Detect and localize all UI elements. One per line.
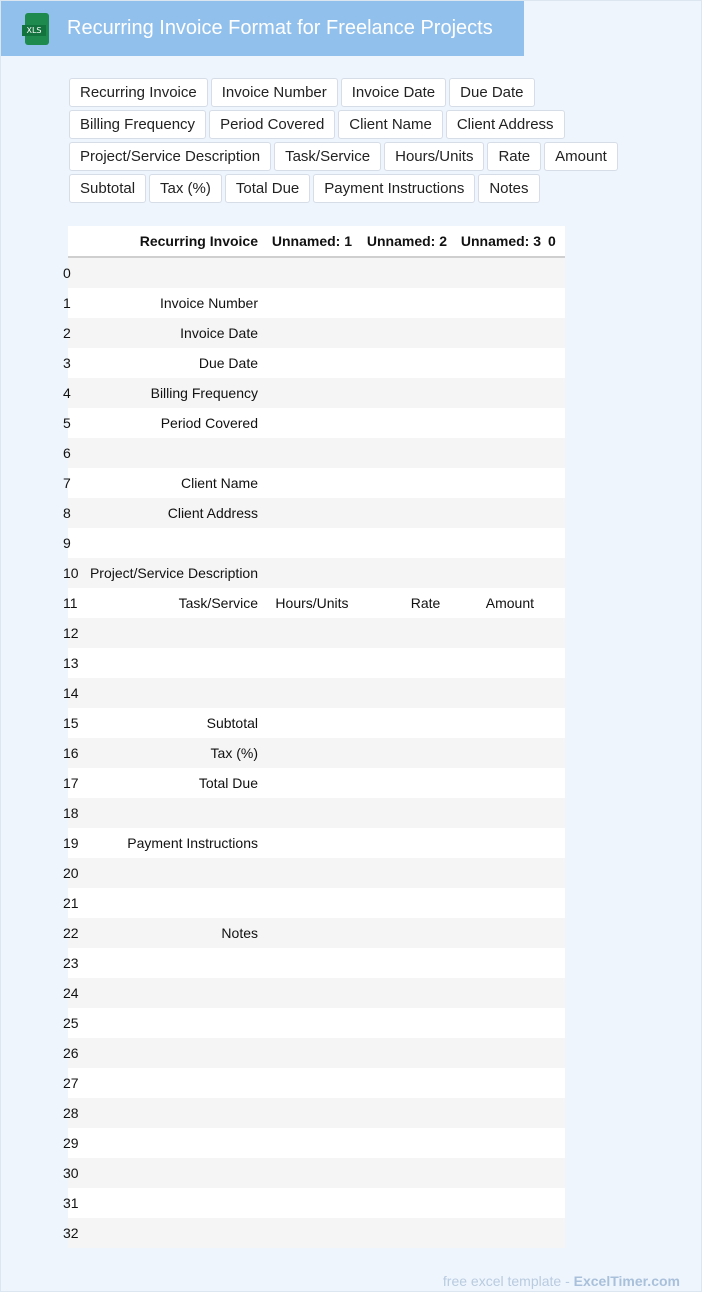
column-header: Unnamed: 2 [359,226,454,257]
table-cell [72,1038,265,1068]
column-chip[interactable]: Total Due [225,174,310,203]
table-cell [548,1218,565,1248]
table-cell [454,768,548,798]
table-cell [454,1158,548,1188]
column-header: Recurring Invoice [72,226,265,257]
column-header: 0 [548,226,565,257]
table-cell [359,1128,454,1158]
table-cell [265,348,359,378]
column-header: Unnamed: 1 [265,226,359,257]
column-chips [69,78,669,203]
row-index-label: 31 [63,1195,79,1211]
table-cell [454,978,548,1008]
column-chip[interactable]: Invoice Date [341,78,446,107]
table-row [68,828,565,858]
table-cell: Subtotal [72,708,265,738]
table-cell [454,918,548,948]
table-cell [359,768,454,798]
table-row [68,1128,565,1158]
table-cell [72,257,265,288]
column-chip[interactable]: Task/Service [274,142,381,171]
table-cell [72,1188,265,1218]
table-cell [548,648,565,678]
table-cell [265,708,359,738]
table-cell [359,318,454,348]
table-cell [454,498,548,528]
row-index-label: 12 [63,625,79,641]
table-row [68,648,565,678]
table-cell [72,1158,265,1188]
table-cell: Client Address [72,498,265,528]
column-chip[interactable]: Period Covered [209,110,335,139]
table-cell [454,468,548,498]
table-cell [548,438,565,468]
table-cell [265,1098,359,1128]
table-cell [265,828,359,858]
table-cell [265,798,359,828]
table-row [68,318,565,348]
table-cell [454,858,548,888]
table-cell [265,318,359,348]
column-chip[interactable]: Recurring Invoice [69,78,208,107]
table-cell [72,528,265,558]
table-cell [359,1188,454,1218]
table-row [68,588,565,618]
table-cell [359,408,454,438]
table-cell [548,1038,565,1068]
table-cell [454,798,548,828]
table-cell [265,978,359,1008]
table-row [68,618,565,648]
table-row [68,1098,565,1128]
column-chip[interactable]: Rate [487,142,541,171]
page-title: Recurring Invoice Format for Freelance Projects [67,17,493,39]
table-cell [265,1038,359,1068]
table-cell [72,798,265,828]
table-cell [265,1158,359,1188]
table-cell [265,378,359,408]
table-cell [359,468,454,498]
table-row [68,798,565,828]
table-cell [265,738,359,768]
table-cell [265,498,359,528]
table-cell [72,888,265,918]
table-cell [359,1038,454,1068]
row-index-label: 18 [63,805,79,821]
table-row [68,1068,565,1098]
row-index-label: 17 [63,775,79,791]
row-index-label: 14 [63,685,79,701]
table-cell [72,1098,265,1128]
table-cell [454,948,548,978]
table-cell [454,648,548,678]
table-cell [265,1188,359,1218]
row-index-label: 16 [63,745,79,761]
row-index-label: 23 [63,955,79,971]
table-row [68,978,565,1008]
table-cell [265,1218,359,1248]
table-cell [359,798,454,828]
table-cell: Notes [72,918,265,948]
table-cell [359,348,454,378]
column-chip[interactable]: Payment Instructions [313,174,475,203]
table-cell [454,348,548,378]
table-cell [359,528,454,558]
table-cell [548,257,565,288]
table-row [68,257,565,288]
table-cell: Client Name [72,468,265,498]
row-index-label: 2 [63,325,71,341]
table-cell: Rate [359,588,454,618]
row-index-label: 7 [63,475,71,491]
table-cell [265,948,359,978]
table-cell [548,318,565,348]
table-row [68,378,565,408]
footer-credit [443,1273,680,1289]
table-cell: Task/Service [72,588,265,618]
table-cell [548,498,565,528]
table-cell [359,678,454,708]
table-cell [454,738,548,768]
table-cell [72,438,265,468]
column-chip[interactable]: Hours/Units [384,142,484,171]
row-index-label: 22 [63,925,79,941]
table-cell [265,257,359,288]
table-cell [359,738,454,768]
row-index-label: 19 [63,835,79,851]
table-cell [548,618,565,648]
table-cell [548,1008,565,1038]
table-cell [72,948,265,978]
table-row [68,408,565,438]
spreadsheet-preview [63,226,565,1248]
table-cell [359,888,454,918]
table-cell [548,288,565,318]
table-cell [265,1008,359,1038]
table-row [68,948,565,978]
table-cell [548,768,565,798]
table-cell [548,348,565,378]
table-cell [265,888,359,918]
row-index-label: 27 [63,1075,79,1091]
table-cell [359,918,454,948]
footer-prefix: free excel template - [442,1273,574,1289]
table-cell [359,978,454,1008]
table-row [68,1188,565,1218]
table-cell [265,408,359,438]
table-cell [548,888,565,918]
table-row [68,438,565,468]
table-cell [359,288,454,318]
table-row [68,348,565,378]
row-index-label: 10 [63,565,79,581]
table-cell [454,528,548,558]
table-cell [359,438,454,468]
table-cell [454,1068,548,1098]
table-cell: Total Due [72,768,265,798]
row-index-label: 28 [63,1105,79,1121]
table-cell [454,438,548,468]
row-index-label: 8 [63,505,71,521]
row-index-label: 13 [63,655,79,671]
table-row [68,918,565,948]
table-row [68,678,565,708]
table-cell [548,1098,565,1128]
table-cell [265,618,359,648]
table-cell [548,1128,565,1158]
table-cell: Amount [454,588,548,618]
table-cell [454,618,548,648]
table-cell [454,888,548,918]
table-cell [454,1188,548,1218]
table-cell [548,1158,565,1188]
row-index-label: 25 [63,1015,79,1031]
table-row [68,468,565,498]
row-index-label: 5 [63,415,71,431]
row-index-label: 29 [63,1135,79,1151]
table-cell [359,558,454,588]
table-cell: Hours/Units [265,588,359,618]
table-cell [454,288,548,318]
column-chip[interactable]: Subtotal [69,174,146,203]
table-row [68,1158,565,1188]
column-chip[interactable]: Billing Frequency [69,110,206,139]
table-cell [359,618,454,648]
table-cell [359,708,454,738]
table-cell [548,528,565,558]
table-cell [548,1068,565,1098]
table-cell [454,257,548,288]
column-chip[interactable]: Client Name [338,110,443,139]
table-header-row [68,226,565,257]
table-cell [548,708,565,738]
table-cell: Due Date [72,348,265,378]
row-index-label: 15 [63,715,79,731]
table-cell [359,378,454,408]
table-cell [72,1218,265,1248]
table-cell [548,828,565,858]
row-index-label: 3 [63,355,71,371]
table-row [68,738,565,768]
table-cell [454,318,548,348]
table-cell [265,1068,359,1098]
row-index-label: 24 [63,985,79,1001]
table-cell [265,528,359,558]
table-cell [548,738,565,768]
table-row [68,768,565,798]
xls-file-icon [22,13,49,45]
row-index-label: 32 [63,1225,79,1241]
table-cell [548,918,565,948]
row-index-label: 1 [63,295,71,311]
table-cell [454,828,548,858]
table-cell [72,678,265,708]
table-cell [265,768,359,798]
table-cell: Project/Service Description [72,558,265,588]
table-cell [548,798,565,828]
table-cell [265,1128,359,1158]
table-row [68,888,565,918]
table-cell [359,1008,454,1038]
table-cell [454,1008,548,1038]
table-cell [454,1218,548,1248]
footer-brand-link[interactable]: ExcelTimer.com [573,1273,680,1289]
table-cell [359,257,454,288]
table-cell [359,948,454,978]
table-cell [548,588,565,618]
table-cell [454,1128,548,1158]
table-cell [454,378,548,408]
table-cell [265,678,359,708]
table-cell [454,708,548,738]
row-index-label: 26 [63,1045,79,1061]
column-chip[interactable]: Due Date [449,78,534,107]
row-index-label: 0 [63,265,71,281]
table-cell: Invoice Date [72,318,265,348]
table-cell [359,1158,454,1188]
table-row [68,1218,565,1248]
table-cell [548,678,565,708]
table-cell [359,1218,454,1248]
column-chip[interactable]: Tax (%) [149,174,222,203]
table-body [63,257,565,1248]
table-row [68,558,565,588]
column-chip[interactable]: Invoice Number [211,78,338,107]
table-cell [359,858,454,888]
row-index-label: 11 [63,595,78,611]
column-chip[interactable]: Amount [544,142,618,171]
table-row [68,1008,565,1038]
table-row [68,288,565,318]
table-cell [548,978,565,1008]
column-chip[interactable]: Project/Service Description [69,142,271,171]
row-index-label: 21 [63,895,79,911]
table-cell [265,468,359,498]
table-row [68,1038,565,1068]
table-row [68,708,565,738]
table-cell [548,1188,565,1218]
table-cell [359,1098,454,1128]
table-cell [265,558,359,588]
table-cell [454,558,548,588]
table-cell: Billing Frequency [72,378,265,408]
table-cell [454,678,548,708]
column-chip[interactable]: Notes [478,174,539,203]
row-index-label: 30 [63,1165,79,1181]
table-cell: Tax (%) [72,738,265,768]
table-cell [454,1038,548,1068]
table-cell: Payment Instructions [72,828,265,858]
table-cell [72,978,265,1008]
table-row [68,858,565,888]
table-cell [454,408,548,438]
table-cell [359,828,454,858]
table-cell [72,1068,265,1098]
table-cell [359,1068,454,1098]
table-cell: Invoice Number [72,288,265,318]
table-cell [359,648,454,678]
table-cell [72,1128,265,1158]
row-index-label: 9 [63,535,71,551]
table-cell: Period Covered [72,408,265,438]
table-cell [548,468,565,498]
table-cell [265,288,359,318]
table-cell [265,858,359,888]
table-cell [548,378,565,408]
row-index-label: 4 [63,385,71,401]
table-cell [548,558,565,588]
table-cell [265,918,359,948]
table-row [68,528,565,558]
row-index-label: 20 [63,865,79,881]
table-cell [265,438,359,468]
table-cell [72,1008,265,1038]
table-row [68,498,565,528]
column-header: Unnamed: 3 [454,226,548,257]
table-cell [359,498,454,528]
table-cell [72,648,265,678]
table-cell [548,858,565,888]
table-cell [548,408,565,438]
header-banner [1,1,524,56]
column-chip[interactable]: Client Address [446,110,565,139]
table-cell [548,948,565,978]
table-cell [265,648,359,678]
table-cell [72,858,265,888]
xls-icon-label: XLS [22,25,46,36]
table-cell [72,618,265,648]
row-index-label: 6 [63,445,71,461]
table-cell [454,1098,548,1128]
